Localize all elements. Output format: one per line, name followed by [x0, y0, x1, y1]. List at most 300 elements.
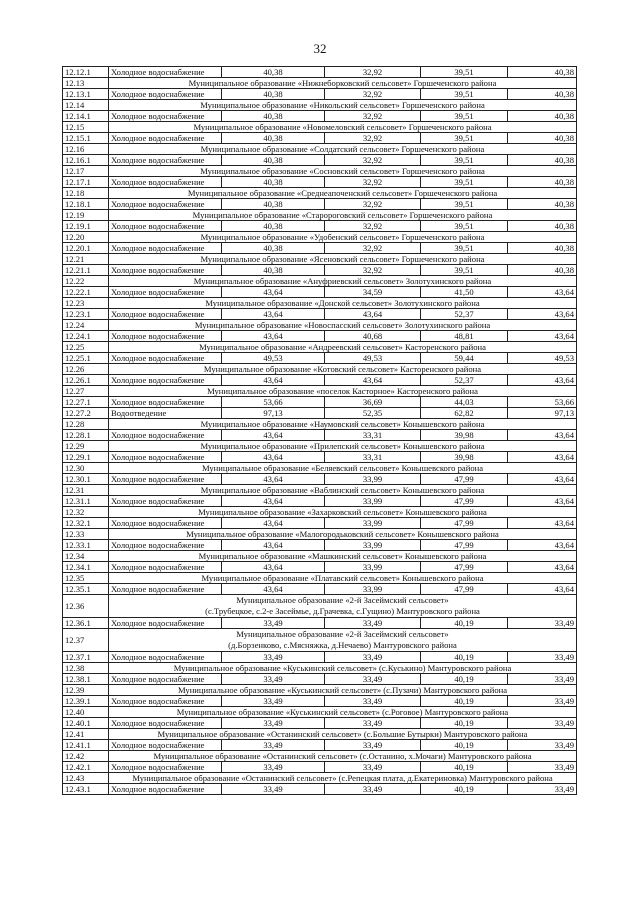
- tariff-value-2: 34,59: [325, 287, 421, 298]
- tariff-value-1: 43,64: [222, 375, 325, 386]
- tariff-value-3: 40,19: [421, 784, 508, 795]
- tariff-value-1: 53,66: [222, 397, 325, 408]
- tariff-value-2: 32,92: [325, 67, 421, 78]
- row-code: 12.36: [63, 595, 109, 618]
- row-code: 12.20.1: [63, 243, 109, 254]
- tariff-value-4: 97,13: [508, 408, 577, 419]
- tariff-value-1: 43,64: [222, 430, 325, 441]
- row-code: 12.30.1: [63, 474, 109, 485]
- row-code: 12.41: [63, 729, 109, 740]
- tariff-value-4: 43,64: [508, 518, 577, 529]
- service-name: Холодное водоснабжение: [109, 309, 222, 320]
- service-name: Холодное водоснабжение: [109, 696, 222, 707]
- row-code: 12.35.1: [63, 584, 109, 595]
- municipality-title: Муниципальное образование «Ваблинский сельсовет» Конышевского района: [109, 485, 577, 496]
- row-code: 12.18.1: [63, 199, 109, 210]
- tariff-value-1: 40,38: [222, 133, 325, 144]
- tariff-value-3: 52,37: [421, 375, 508, 386]
- tariff-value-4: 43,64: [508, 331, 577, 342]
- service-row: [63, 155, 577, 166]
- municipality-title: Муниципальное образование «Удобенский сельсовет» Горшеченского района: [109, 232, 577, 243]
- tariff-value-2: 33,49: [325, 784, 421, 795]
- tariff-value-1: 40,38: [222, 89, 325, 100]
- service-row: [63, 221, 577, 232]
- row-code: 12.24: [63, 320, 109, 331]
- municipality-row: [63, 685, 577, 696]
- tariff-value-2: 32,92: [325, 199, 421, 210]
- row-code: 12.14.1: [63, 111, 109, 122]
- municipality-row: [63, 210, 577, 221]
- row-code: 12.35: [63, 573, 109, 584]
- tariff-value-3: 47,99: [421, 540, 508, 551]
- tariff-value-1: 33,49: [222, 762, 325, 773]
- tariff-value-4: 40,38: [508, 155, 577, 166]
- tariff-value-2: 43,64: [325, 375, 421, 386]
- municipality-title: Муниципальное образование «Прилепский сельсовет» Конышевского района: [109, 441, 577, 452]
- service-row: [63, 762, 577, 773]
- tariff-value-3: 59,44: [421, 353, 508, 364]
- municipality-title-line-2: (с.Трубецкое, с.2-е Засеймье, д.Грачевка, с.Гущино) Мантуровского района: [205, 606, 480, 616]
- row-code: 12.17.1: [63, 177, 109, 188]
- municipality-row: [63, 773, 577, 784]
- tariff-value-2: 49,53: [325, 353, 421, 364]
- tariff-value-3: 62,82: [421, 408, 508, 419]
- tariff-value-4: 43,64: [508, 452, 577, 463]
- service-row: [63, 199, 577, 210]
- service-row: [63, 674, 577, 685]
- tariff-value-3: 39,51: [421, 89, 508, 100]
- tariff-value-1: 40,38: [222, 111, 325, 122]
- row-code: 12.13.1: [63, 89, 109, 100]
- municipality-row: [63, 751, 577, 762]
- tariff-value-1: 97,13: [222, 408, 325, 419]
- municipality-row: [63, 529, 577, 540]
- tariff-value-4: 43,64: [508, 309, 577, 320]
- tariff-value-4: 33,49: [508, 784, 577, 795]
- tariff-value-3: 39,51: [421, 199, 508, 210]
- municipality-row: [63, 364, 577, 375]
- service-row: [63, 353, 577, 364]
- tariff-value-4: 40,38: [508, 265, 577, 276]
- service-row: [63, 784, 577, 795]
- tariff-value-4: 43,64: [508, 496, 577, 507]
- row-code: 12.15: [63, 122, 109, 133]
- tariff-value-2: 32,92: [325, 111, 421, 122]
- row-code: 12.41.1: [63, 740, 109, 751]
- service-row: [63, 540, 577, 551]
- municipality-title: Муниципальное образование «Платавский сельсовет» Конышевского района: [109, 573, 577, 584]
- tariff-value-4: 40,38: [508, 67, 577, 78]
- row-code: 12.18: [63, 188, 109, 199]
- tariff-value-2: 33,49: [325, 652, 421, 663]
- row-code: 12.31.1: [63, 496, 109, 507]
- service-row: [63, 111, 577, 122]
- service-row: [63, 518, 577, 529]
- tariff-value-2: 33,49: [325, 718, 421, 729]
- municipality-row: [63, 595, 577, 618]
- service-name: Холодное водоснабжение: [109, 199, 222, 210]
- row-code: 12.39: [63, 685, 109, 696]
- municipality-title: Муниципальное образование «Никольский сельсовет» Горшеченского района: [109, 100, 577, 111]
- tariff-value-4: 40,38: [508, 243, 577, 254]
- tariff-value-1: 40,38: [222, 199, 325, 210]
- tariff-value-4: 33,49: [508, 740, 577, 751]
- service-name: Холодное водоснабжение: [109, 221, 222, 232]
- tariff-value-4: 43,64: [508, 287, 577, 298]
- municipality-row: [63, 276, 577, 287]
- tariff-value-3: 39,51: [421, 133, 508, 144]
- tariff-value-1: 40,38: [222, 67, 325, 78]
- row-code: 12.28: [63, 419, 109, 430]
- municipality-row: [63, 573, 577, 584]
- service-name: Холодное водоснабжение: [109, 397, 222, 408]
- municipality-title: Муниципальное образование «Ясеновский сельсовет» Горшеченского района: [109, 254, 577, 265]
- tariff-value-3: 44,03: [421, 397, 508, 408]
- tariff-value-4: 43,64: [508, 474, 577, 485]
- tariff-value-4: 43,64: [508, 375, 577, 386]
- service-name: Холодное водоснабжение: [109, 243, 222, 254]
- service-row: [63, 696, 577, 707]
- service-name: Холодное водоснабжение: [109, 518, 222, 529]
- service-name: Холодное водоснабжение: [109, 265, 222, 276]
- service-row: [63, 496, 577, 507]
- tariff-value-3: 40,19: [421, 618, 508, 629]
- municipality-title: Муниципальное образование «Ануфриевский сельсовет» Золотухинского района: [109, 276, 577, 287]
- tariff-value-2: 52,35: [325, 408, 421, 419]
- row-code: 12.20: [63, 232, 109, 243]
- tariff-value-3: 39,51: [421, 265, 508, 276]
- service-name: Холодное водоснабжение: [109, 562, 222, 573]
- row-code: 12.38.1: [63, 674, 109, 685]
- row-code: 12.22.1: [63, 287, 109, 298]
- tariff-value-1: 33,49: [222, 740, 325, 751]
- row-code: 12.21.1: [63, 265, 109, 276]
- tariff-value-4: 49,53: [508, 353, 577, 364]
- municipality-title: Муниципальное образование «Останинский сельсовет» (с.Репецкая плата, д.Екатериновка) Мантуровского района: [109, 773, 577, 784]
- row-code: 12.36.1: [63, 618, 109, 629]
- tariff-table: [62, 66, 577, 795]
- tariff-value-2: 32,92: [325, 155, 421, 166]
- row-code: 12.15.1: [63, 133, 109, 144]
- municipality-row: [63, 342, 577, 353]
- tariff-value-4: 40,38: [508, 199, 577, 210]
- service-name: Холодное водоснабжение: [109, 133, 222, 144]
- tariff-value-2: 32,92: [325, 177, 421, 188]
- tariff-table-body: [63, 67, 577, 795]
- municipality-row: [63, 463, 577, 474]
- tariff-value-1: 33,49: [222, 696, 325, 707]
- tariff-value-1: 43,64: [222, 496, 325, 507]
- service-name: Холодное водоснабжение: [109, 430, 222, 441]
- municipality-row: [63, 100, 577, 111]
- service-name: Холодное водоснабжение: [109, 762, 222, 773]
- service-row: [63, 408, 577, 419]
- service-row: [63, 584, 577, 595]
- tariff-value-3: 47,99: [421, 562, 508, 573]
- tariff-value-1: 49,53: [222, 353, 325, 364]
- service-row: [63, 177, 577, 188]
- service-name: Холодное водоснабжение: [109, 353, 222, 364]
- tariff-value-3: 40,19: [421, 674, 508, 685]
- service-name: Холодное водоснабжение: [109, 652, 222, 663]
- tariff-value-3: 39,51: [421, 243, 508, 254]
- row-code: 12.34: [63, 551, 109, 562]
- tariff-value-4: 43,64: [508, 562, 577, 573]
- municipality-title: Муниципальное образование «Старороговский сельсовет» Горшеченского района: [109, 210, 577, 221]
- tariff-value-4: 33,49: [508, 674, 577, 685]
- tariff-value-1: 40,38: [222, 243, 325, 254]
- tariff-value-3: 39,98: [421, 430, 508, 441]
- row-code: 12.42.1: [63, 762, 109, 773]
- tariff-value-1: 33,49: [222, 784, 325, 795]
- tariff-value-3: 47,99: [421, 584, 508, 595]
- service-row: [63, 375, 577, 386]
- tariff-value-2: 33,49: [325, 740, 421, 751]
- municipality-row: [63, 298, 577, 309]
- municipality-title: Муниципальное образование «Куськинский сельсовет» (с.Роговое) Мантуровского района: [109, 707, 577, 718]
- tariff-value-3: 39,51: [421, 221, 508, 232]
- row-code: 12.27.1: [63, 397, 109, 408]
- row-code: 12.37: [63, 629, 109, 652]
- tariff-value-2: 33,49: [325, 674, 421, 685]
- tariff-value-3: 48,81: [421, 331, 508, 342]
- tariff-value-2: 32,92: [325, 133, 421, 144]
- tariff-value-2: 33,99: [325, 562, 421, 573]
- row-code: 12.43.1: [63, 784, 109, 795]
- tariff-value-3: 39,51: [421, 155, 508, 166]
- row-code: 12.26.1: [63, 375, 109, 386]
- municipality-row: [63, 663, 577, 674]
- municipality-row: [63, 188, 577, 199]
- service-name: Холодное водоснабжение: [109, 177, 222, 188]
- row-code: 12.32: [63, 507, 109, 518]
- tariff-value-2: 33,31: [325, 430, 421, 441]
- row-code: 12.30: [63, 463, 109, 474]
- service-row: [63, 452, 577, 463]
- service-name: Холодное водоснабжение: [109, 452, 222, 463]
- municipality-row: [63, 441, 577, 452]
- tariff-value-4: 40,38: [508, 89, 577, 100]
- municipality-title: Муниципальное образование «Останинский сельсовет» (с.Останино, х.Мочаги) Мантуровского района: [109, 751, 577, 762]
- service-name: Холодное водоснабжение: [109, 111, 222, 122]
- service-row: [63, 397, 577, 408]
- municipality-row: [63, 78, 577, 89]
- row-code: 12.32.1: [63, 518, 109, 529]
- service-name: Холодное водоснабжение: [109, 67, 222, 78]
- service-name: Холодное водоснабжение: [109, 718, 222, 729]
- tariff-value-3: 40,19: [421, 718, 508, 729]
- service-row: [63, 562, 577, 573]
- service-row: [63, 430, 577, 441]
- tariff-value-4: 33,49: [508, 652, 577, 663]
- tariff-value-1: 40,38: [222, 155, 325, 166]
- municipality-title: Муниципальное образование «Останинский сельсовет» (с.Большие Бутырки) Мантуровского района: [109, 729, 577, 740]
- municipality-row: [63, 166, 577, 177]
- row-code: 12.33.1: [63, 540, 109, 551]
- municipality-row: [63, 485, 577, 496]
- service-name: Холодное водоснабжение: [109, 674, 222, 685]
- municipality-row: [63, 232, 577, 243]
- row-code: 12.38: [63, 663, 109, 674]
- tariff-value-2: 40,68: [325, 331, 421, 342]
- row-code: 12.29: [63, 441, 109, 452]
- municipality-title: Муниципальное образование «Новомеловский сельсовет» Горшеченского района: [109, 122, 577, 133]
- tariff-value-2: 33,49: [325, 696, 421, 707]
- tariff-value-1: 43,64: [222, 584, 325, 595]
- municipality-title: Муниципальное образование «Малогородьковский сельсовет» Конышевского района: [109, 529, 577, 540]
- tariff-value-2: 36,69: [325, 397, 421, 408]
- municipality-title: Муниципальное образование «Куськинский сельсовет» (с.Куськино) Мантуровского района: [109, 663, 577, 674]
- municipality-row: [63, 551, 577, 562]
- tariff-value-4: 33,49: [508, 718, 577, 729]
- tariff-value-2: 32,92: [325, 243, 421, 254]
- municipality-title: [109, 595, 577, 618]
- service-name: Холодное водоснабжение: [109, 740, 222, 751]
- row-code: 12.29.1: [63, 452, 109, 463]
- tariff-value-2: 33,99: [325, 584, 421, 595]
- row-code: 12.19.1: [63, 221, 109, 232]
- municipality-title: Муниципальное образование «Донской сельсовет» Золотухинского района: [109, 298, 577, 309]
- municipality-title-line-2: (д.Борзенково, с.Мясняжка, д.Нечаево) Мантуровского района: [228, 640, 457, 650]
- row-code: 12.37.1: [63, 652, 109, 663]
- tariff-value-3: 39,51: [421, 67, 508, 78]
- service-name: Холодное водоснабжение: [109, 474, 222, 485]
- tariff-value-3: 39,98: [421, 452, 508, 463]
- row-code: 12.21: [63, 254, 109, 265]
- row-code: 12.26: [63, 364, 109, 375]
- service-name: Холодное водоснабжение: [109, 331, 222, 342]
- row-code: 12.17: [63, 166, 109, 177]
- tariff-value-1: 40,38: [222, 177, 325, 188]
- tariff-value-3: 40,19: [421, 762, 508, 773]
- tariff-value-2: 32,92: [325, 221, 421, 232]
- tariff-value-2: 33,99: [325, 540, 421, 551]
- tariff-value-2: 33,99: [325, 518, 421, 529]
- municipality-title: Муниципальное образование «Наумовский сельсовет» Конышевского района: [109, 419, 577, 430]
- municipality-row: [63, 729, 577, 740]
- municipality-title: Муниципальное образование «Нижнеборковский сельсовет» Горшеченского района: [109, 78, 577, 89]
- tariff-value-4: 33,49: [508, 762, 577, 773]
- row-code: 12.39.1: [63, 696, 109, 707]
- service-name: Холодное водоснабжение: [109, 89, 222, 100]
- service-row: [63, 331, 577, 342]
- municipality-title: Муниципальное образование «Новоспасский сельсовет» Золотухинского района: [109, 320, 577, 331]
- service-name: Холодное водоснабжение: [109, 496, 222, 507]
- service-row: [63, 309, 577, 320]
- municipality-title: Муниципальное образование «Среднеапоченский сельсовет» Горшеченского района: [109, 188, 577, 199]
- municipality-title-line-1: Муниципальное образование «2-й Засеймский сельсовет»: [236, 629, 449, 639]
- service-name: Холодное водоснабжение: [109, 287, 222, 298]
- service-row: [63, 243, 577, 254]
- row-code: 12.33: [63, 529, 109, 540]
- tariff-value-1: 43,64: [222, 309, 325, 320]
- municipality-title: Муниципальное образование «Захарковский сельсовет» Конышевского района: [109, 507, 577, 518]
- row-code: 12.24.1: [63, 331, 109, 342]
- tariff-value-4: 40,38: [508, 221, 577, 232]
- row-code: 12.27: [63, 386, 109, 397]
- tariff-value-4: 43,64: [508, 430, 577, 441]
- municipality-row: [63, 629, 577, 652]
- tariff-value-3: 39,51: [421, 111, 508, 122]
- municipality-row: [63, 507, 577, 518]
- municipality-row: [63, 707, 577, 718]
- tariff-value-2: 33,99: [325, 474, 421, 485]
- service-name: Холодное водоснабжение: [109, 375, 222, 386]
- service-row: [63, 89, 577, 100]
- municipality-title: Муниципальное образование «Котовский сельсовет» Касторенского района: [109, 364, 577, 375]
- municipality-title: Муниципальное образование «Андреевский сельсовет» Касторенского района: [109, 342, 577, 353]
- municipality-title: Муниципальное образование «Куськинский сельсовет» (с.Пузачи) Мантуровского района: [109, 685, 577, 696]
- tariff-value-3: 47,99: [421, 518, 508, 529]
- row-code: 12.25: [63, 342, 109, 353]
- tariff-value-2: 33,49: [325, 618, 421, 629]
- tariff-value-2: 33,31: [325, 452, 421, 463]
- service-row: [63, 133, 577, 144]
- row-code: 12.14: [63, 100, 109, 111]
- municipality-title-line-1: Муниципальное образование «2-й Засеймский сельсовет»: [236, 595, 449, 605]
- row-code: 12.23.1: [63, 309, 109, 320]
- municipality-title: Муниципальное образование «Сосновский сельсовет» Горшеченского района: [109, 166, 577, 177]
- service-row: [63, 474, 577, 485]
- row-code: 12.40.1: [63, 718, 109, 729]
- tariff-value-1: 43,64: [222, 331, 325, 342]
- tariff-value-4: 40,38: [508, 111, 577, 122]
- service-row: [63, 67, 577, 78]
- row-code: 12.40: [63, 707, 109, 718]
- service-row: [63, 740, 577, 751]
- tariff-value-1: 33,49: [222, 652, 325, 663]
- tariff-value-1: 33,49: [222, 718, 325, 729]
- row-code: 12.25.1: [63, 353, 109, 364]
- tariff-value-4: 33,49: [508, 696, 577, 707]
- tariff-value-4: 40,38: [508, 177, 577, 188]
- tariff-value-1: 40,38: [222, 221, 325, 232]
- tariff-value-2: 43,64: [325, 309, 421, 320]
- service-row: [63, 287, 577, 298]
- tariff-value-3: 47,99: [421, 474, 508, 485]
- row-code: 12.19: [63, 210, 109, 221]
- municipality-title: Муниципальное образование «Беляевский сельсовет» Конышевского района: [109, 463, 577, 474]
- tariff-value-4: 43,64: [508, 584, 577, 595]
- tariff-value-2: 32,92: [325, 89, 421, 100]
- service-name: Холодное водоснабжение: [109, 784, 222, 795]
- row-code: 12.28.1: [63, 430, 109, 441]
- tariff-value-3: 52,37: [421, 309, 508, 320]
- municipality-title: [109, 629, 577, 652]
- tariff-value-2: 32,92: [325, 265, 421, 276]
- service-name: Холодное водоснабжение: [109, 584, 222, 595]
- tariff-value-1: 43,64: [222, 518, 325, 529]
- tariff-value-1: 43,64: [222, 474, 325, 485]
- tariff-value-3: 40,19: [421, 696, 508, 707]
- municipality-row: [63, 254, 577, 265]
- row-code: 12.16.1: [63, 155, 109, 166]
- tariff-value-2: 33,49: [325, 762, 421, 773]
- tariff-value-1: 43,64: [222, 562, 325, 573]
- row-code: 12.12.1: [63, 67, 109, 78]
- tariff-value-4: 40,38: [508, 133, 577, 144]
- service-name: Холодное водоснабжение: [109, 540, 222, 551]
- row-code: 12.22: [63, 276, 109, 287]
- municipality-title: Муниципальное образование «Машкинский сельсовет» Конышевского района: [109, 551, 577, 562]
- tariff-value-4: 33,49: [508, 618, 577, 629]
- row-code: 12.13: [63, 78, 109, 89]
- row-code: 12.43: [63, 773, 109, 784]
- row-code: 12.23: [63, 298, 109, 309]
- tariff-value-2: 33,99: [325, 496, 421, 507]
- municipality-row: [63, 419, 577, 430]
- municipality-row: [63, 386, 577, 397]
